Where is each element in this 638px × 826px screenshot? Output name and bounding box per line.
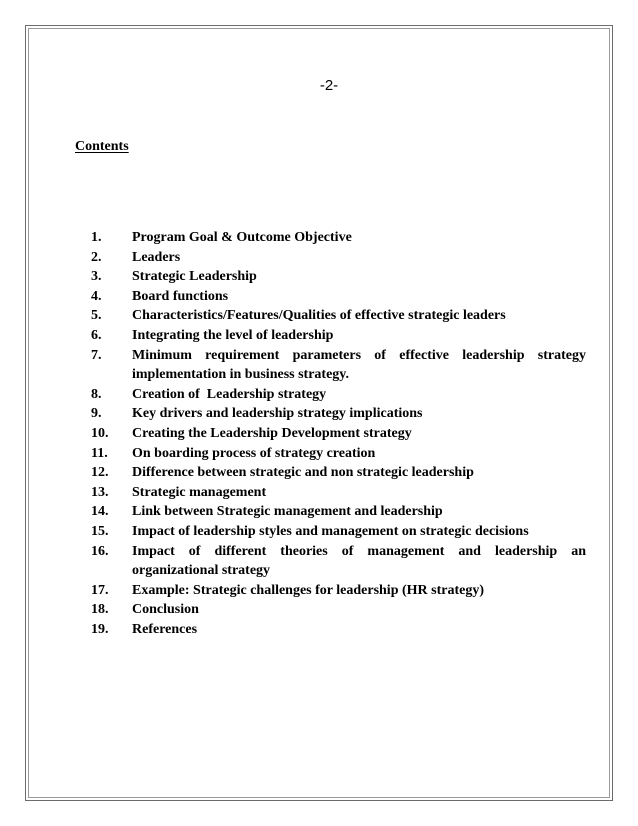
toc-item-5 bbox=[91, 306, 586, 326]
toc-title: Program Goal & Outcome Objective bbox=[132, 230, 352, 245]
toc-title: Impact of leadership styles and management on strategic decisions bbox=[132, 523, 529, 539]
toc-title: Creation of Leadership strategy bbox=[132, 386, 327, 402]
toc-title: Conclusion bbox=[132, 602, 199, 618]
toc-item-3 bbox=[91, 267, 586, 287]
toc-item-12 bbox=[91, 463, 586, 483]
toc-number: 5. bbox=[91, 308, 102, 324]
toc-title: Key drivers and leadership strategy implications bbox=[132, 406, 423, 422]
toc-title: References bbox=[132, 621, 198, 637]
toc-number: 14. bbox=[91, 504, 109, 520]
toc-title: Minimum requirement parameters of effective leadership strategy implementation in business strategy. bbox=[132, 347, 586, 383]
toc-title: Creating the Leadership Development strategy bbox=[132, 425, 412, 441]
toc-title: Strategic management bbox=[132, 484, 267, 500]
toc-item-17 bbox=[91, 581, 586, 601]
toc-number: 4. bbox=[91, 288, 102, 304]
toc-title: Difference between strategic and non strategic leadership bbox=[132, 465, 474, 481]
toc-item-16 bbox=[91, 542, 586, 581]
toc-number: 10. bbox=[91, 425, 109, 441]
toc-title: Link between Strategic management and leadership bbox=[132, 504, 443, 520]
toc-number: 16. bbox=[91, 543, 109, 559]
toc-number: 17. bbox=[91, 582, 109, 598]
toc-number: 12. bbox=[91, 465, 109, 481]
contents-heading: Contents bbox=[75, 139, 129, 154]
toc-item-9 bbox=[91, 404, 586, 424]
toc-number: 13. bbox=[91, 484, 109, 500]
toc-item-4 bbox=[91, 287, 586, 307]
toc-number: 6. bbox=[91, 327, 102, 343]
toc-item-7 bbox=[91, 346, 586, 385]
toc-number: 7. bbox=[91, 347, 102, 363]
toc-title: On boarding process of strategy creation bbox=[132, 445, 376, 461]
toc-title: Example: Strategic challenges for leadership (HR strategy) bbox=[132, 582, 485, 598]
toc-number: 3. bbox=[91, 269, 102, 285]
toc-item-14 bbox=[91, 502, 586, 522]
toc-title: Impact of different theories of management and leadership an organizational strategy bbox=[132, 543, 586, 579]
toc-item-6 bbox=[91, 326, 586, 346]
toc-item-19 bbox=[91, 620, 586, 640]
toc-number: 18. bbox=[91, 602, 109, 618]
toc-title: Leaders bbox=[132, 249, 181, 265]
toc-item-11 bbox=[91, 444, 586, 464]
toc-number: 19. bbox=[91, 621, 109, 637]
toc-number: 2. bbox=[91, 249, 102, 265]
toc-title: Board functions bbox=[132, 288, 229, 304]
toc-title: Integrating the level of leadership bbox=[132, 327, 334, 343]
toc-number: 11. bbox=[91, 445, 108, 461]
toc-title: Characteristics/Features/Qualities of effective strategic leaders bbox=[132, 308, 506, 324]
toc-item-18 bbox=[91, 600, 586, 620]
page-number: -2- bbox=[319, 77, 339, 94]
toc-number: 15. bbox=[91, 523, 109, 539]
toc-item-2 bbox=[91, 248, 586, 268]
toc-item-8 bbox=[91, 385, 586, 405]
toc-item-1 bbox=[91, 228, 586, 248]
toc-title: Strategic Leadership bbox=[132, 269, 257, 285]
toc-number: 1. bbox=[91, 230, 102, 245]
toc-number: 9. bbox=[91, 406, 102, 422]
toc-number: 8. bbox=[91, 386, 102, 402]
table-of-contents bbox=[91, 228, 586, 639]
toc-item-13 bbox=[91, 483, 586, 503]
toc-item-10 bbox=[91, 424, 586, 444]
toc-item-15 bbox=[91, 522, 586, 542]
